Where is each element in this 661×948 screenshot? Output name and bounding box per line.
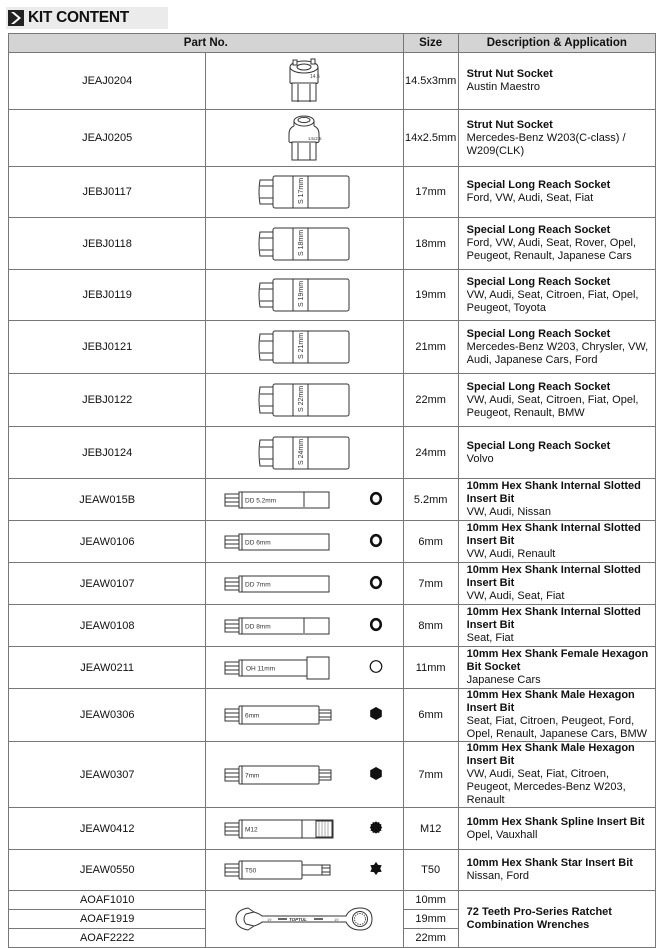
svg-text:14.5: 14.5 xyxy=(310,74,321,80)
part-number: JEAW015B xyxy=(9,479,206,521)
thick-ring-icon xyxy=(369,491,383,508)
strut-nut-socket-pin-image xyxy=(284,112,324,164)
table-row xyxy=(9,742,656,808)
description-title: Special Long Reach Socket xyxy=(466,380,611,393)
size-value: 22mm xyxy=(403,929,458,948)
slotted-bit-image xyxy=(224,490,330,510)
svg-text:7mm: 7mm xyxy=(245,772,260,779)
svg-text:19: 19 xyxy=(267,917,272,922)
product-image-cell xyxy=(206,521,403,563)
column-header-description: Description & Application xyxy=(458,34,655,53)
description-title: 10mm Hex Shank Internal Slotted Insert Bit xyxy=(466,564,641,589)
table-row xyxy=(9,647,656,689)
svg-text:M12: M12 xyxy=(245,826,258,833)
product-image-cell xyxy=(206,321,403,374)
product-image-cell xyxy=(206,808,403,850)
kit-content-table xyxy=(8,33,656,948)
part-number: JEAW0550 xyxy=(9,850,206,891)
product-image-cell xyxy=(206,563,403,605)
star-icon xyxy=(369,862,383,879)
table-row xyxy=(9,321,656,374)
size-value: T50 xyxy=(403,850,458,891)
description-title: 10mm Hex Shank Spline Insert Bit xyxy=(466,815,645,828)
description-title: 10mm Hex Shank Female Hexagon Bit Socket xyxy=(466,648,649,673)
part-number: JEAW0307 xyxy=(9,742,206,808)
chevron-right-icon xyxy=(8,10,24,26)
application-text: Seat, Fiat xyxy=(466,632,514,644)
description-cell xyxy=(458,647,655,689)
part-number: JEBJ0118 xyxy=(9,218,206,270)
spline-icon xyxy=(369,820,383,837)
column-header-size: Size xyxy=(403,34,458,53)
part-number: JEAW0108 xyxy=(9,605,206,647)
thin-ring-icon xyxy=(369,659,383,676)
application-text: VW, Audi, Seat, Fiat xyxy=(466,590,565,602)
svg-text:DD 8mm: DD 8mm xyxy=(245,623,271,630)
svg-text:T50: T50 xyxy=(245,867,257,875)
product-image-cell xyxy=(206,479,403,521)
long-reach-socket-image xyxy=(258,382,350,418)
application-text: VW, Audi, Renault xyxy=(466,548,556,560)
description-cell xyxy=(458,850,655,891)
product-image-cell xyxy=(206,167,403,218)
part-number: AOAF1010 xyxy=(9,891,206,910)
svg-text:S 22mm: S 22mm xyxy=(298,385,306,412)
description-cell xyxy=(458,218,655,270)
description-title: Special Long Reach Socket xyxy=(466,224,611,236)
size-value: 24mm xyxy=(403,427,458,479)
description-cell xyxy=(458,427,655,479)
size-value: 19mm xyxy=(403,910,458,929)
part-number: JEAW0306 xyxy=(9,689,206,742)
application-text: VW, Audi, Seat, Citroen, Fiat, Opel, Peugeot, Renault, BMW xyxy=(466,393,639,419)
description-cell xyxy=(458,53,655,110)
description-cell xyxy=(458,808,655,850)
description-title: 10mm Hex Shank Internal Slotted Insert Bit xyxy=(466,522,641,547)
long-reach-socket-image xyxy=(258,277,350,313)
svg-text:DD 7mm: DD 7mm xyxy=(245,581,271,588)
column-header-part-no: Part No. xyxy=(9,34,404,53)
svg-text:S 21mm: S 21mm xyxy=(298,332,306,359)
part-number: JEBJ0121 xyxy=(9,321,206,374)
description-cell xyxy=(458,167,655,218)
description-cell xyxy=(458,110,655,167)
application-text: Mercedes-Benz W203, Chrysler, VW, Audi, Japanese Cars, Ford xyxy=(466,340,649,366)
application-text: Austin Maestro xyxy=(466,81,541,93)
description-cell xyxy=(458,479,655,521)
description-cell xyxy=(458,891,655,948)
part-number: JEBJ0119 xyxy=(9,270,206,321)
product-image-cell xyxy=(206,891,403,948)
description-title: Strut Nut Socket xyxy=(466,118,553,131)
product-image-cell xyxy=(206,374,403,427)
application-text: VW, Audi, Nissan xyxy=(466,506,552,518)
svg-text:S 18mm: S 18mm xyxy=(298,229,306,256)
svg-text:S 24mm: S 24mm xyxy=(298,438,306,465)
table-row xyxy=(9,270,656,321)
size-value: 11mm xyxy=(403,647,458,689)
svg-text:19: 19 xyxy=(334,917,339,922)
slotted-bit-image xyxy=(224,574,330,594)
table-row xyxy=(9,53,656,110)
female-hex-bit-image xyxy=(224,656,330,680)
size-value: 18mm xyxy=(403,218,458,270)
description-cell xyxy=(458,742,655,808)
product-image-cell xyxy=(206,427,403,479)
long-reach-socket-image xyxy=(258,226,350,262)
size-value: 6mm xyxy=(403,521,458,563)
description-title: 10mm Hex Shank Internal Slotted Insert Bit xyxy=(466,606,641,631)
svg-text:DD 5.2mm: DD 5.2mm xyxy=(245,497,277,504)
description-cell xyxy=(458,563,655,605)
male-hex-bit-image xyxy=(224,764,334,786)
application-text: VW, Audi, Seat, Citroen, Fiat, Opel, Peugeot, Toyota xyxy=(466,288,639,314)
size-value: 19mm xyxy=(403,270,458,321)
product-image-cell xyxy=(206,647,403,689)
application-text: VW, Audi, Seat, Fiat, Citroen, Peugeot, Mercedes-Benz W203, Renault xyxy=(466,768,626,806)
part-number: JEAJ0204 xyxy=(9,53,206,110)
spline-bit-image xyxy=(224,818,334,840)
svg-text:6mm: 6mm xyxy=(245,712,260,720)
wrench-brand: TOPTUL xyxy=(289,917,308,923)
table-row xyxy=(9,218,656,270)
application-text: Japanese Cars xyxy=(466,674,541,686)
application-text: Mercedes-Benz W203(C-class) / W209(CLK) xyxy=(466,131,626,157)
table-row xyxy=(9,521,656,563)
table-row xyxy=(9,427,656,479)
svg-text:14x2.5: 14x2.5 xyxy=(308,136,322,141)
size-value: 7mm xyxy=(403,742,458,808)
part-number: JEBJ0117 xyxy=(9,167,206,218)
product-image-cell xyxy=(206,742,403,808)
description-title: Special Long Reach Socket xyxy=(466,439,611,452)
size-value: 22mm xyxy=(403,374,458,427)
description-cell xyxy=(458,689,655,742)
long-reach-socket-image xyxy=(258,174,350,210)
part-number: JEBJ0124 xyxy=(9,427,206,479)
table-row xyxy=(9,689,656,742)
svg-text:S 17mm: S 17mm xyxy=(298,177,306,204)
description-cell xyxy=(458,321,655,374)
strut-nut-socket-slotted-image xyxy=(284,56,324,106)
table-row xyxy=(9,374,656,427)
size-value: 5.2mm xyxy=(403,479,458,521)
part-number: JEAW0107 xyxy=(9,563,206,605)
table-row xyxy=(9,110,656,167)
thick-ring-icon xyxy=(369,617,383,634)
svg-text:S 19mm: S 19mm xyxy=(298,280,306,307)
product-image-cell xyxy=(206,110,403,167)
application-text: Seat, Fiat, Citroen, Peugeot, Ford, Opel, Renault, Japanese Cars, BMW xyxy=(466,715,648,740)
product-image-cell xyxy=(206,605,403,647)
table-row xyxy=(9,808,656,850)
table-row xyxy=(9,605,656,647)
thick-ring-icon xyxy=(369,575,383,592)
part-number: AOAF1919 xyxy=(9,910,206,929)
size-value: 21mm xyxy=(403,321,458,374)
table-row xyxy=(9,479,656,521)
section-header xyxy=(6,7,168,29)
table-row xyxy=(9,167,656,218)
description-cell xyxy=(458,270,655,321)
part-number: JEBJ0122 xyxy=(9,374,206,427)
table-row xyxy=(9,850,656,891)
application-text: Volvo xyxy=(466,452,494,465)
table-row xyxy=(9,891,656,910)
description-title: Special Long Reach Socket xyxy=(466,275,611,288)
application-text: Nissan, Ford xyxy=(466,870,530,882)
product-image-cell xyxy=(206,850,403,891)
size-value: 17mm xyxy=(403,167,458,218)
long-reach-socket-image xyxy=(258,329,350,365)
part-number: AOAF2222 xyxy=(9,929,206,948)
description-title: 10mm Hex Shank Star Insert Bit xyxy=(466,857,633,869)
application-text: Ford, VW, Audi, Seat, Fiat xyxy=(466,192,594,204)
star-bit-image xyxy=(224,859,334,881)
part-number: JEAW0106 xyxy=(9,521,206,563)
part-number: JEAW0412 xyxy=(9,808,206,850)
size-value: 7mm xyxy=(403,563,458,605)
product-image-cell xyxy=(206,270,403,321)
size-value: M12 xyxy=(403,808,458,850)
size-value: 14.5x3mm xyxy=(403,53,458,110)
svg-text:DD 6mm: DD 6mm xyxy=(245,539,271,546)
product-image-cell xyxy=(206,53,403,110)
size-value: 6mm xyxy=(403,689,458,742)
section-title: KIT CONTENT xyxy=(28,9,129,26)
long-reach-socket-image xyxy=(258,435,350,471)
hexagon-icon xyxy=(369,766,383,783)
description-cell xyxy=(458,374,655,427)
hexagon-icon xyxy=(369,707,383,724)
description-title: 10mm Hex Shank Male Hexagon Insert Bit xyxy=(466,742,635,767)
ratchet-combination-wrench-image xyxy=(234,902,374,936)
size-value: 14x2.5mm xyxy=(403,110,458,167)
slotted-bit-image xyxy=(224,616,330,636)
description-title: Special Long Reach Socket xyxy=(466,327,611,340)
application-text: Opel, Vauxhall xyxy=(466,828,538,841)
application-text: Ford, VW, Audi, Seat, Rover, Opel, Peugeot, Renault, Japanese Cars xyxy=(466,237,637,262)
table-row xyxy=(9,563,656,605)
part-number: JEAW0211 xyxy=(9,647,206,689)
description-title: 72 Teeth Pro-Series Ratchet Combination Wrenches xyxy=(466,906,612,931)
slotted-bit-image xyxy=(224,532,330,552)
description-cell xyxy=(458,521,655,563)
size-value: 10mm xyxy=(403,891,458,910)
product-image-cell xyxy=(206,689,403,742)
description-title: 10mm Hex Shank Internal Slotted Insert Bit xyxy=(466,480,641,505)
svg-text:OH 11mm: OH 11mm xyxy=(246,665,276,672)
description-cell xyxy=(458,605,655,647)
table-header-row xyxy=(9,34,656,53)
description-title: Strut Nut Socket xyxy=(466,68,553,80)
male-hex-bit-image xyxy=(224,704,334,726)
thick-ring-icon xyxy=(369,533,383,550)
size-value: 8mm xyxy=(403,605,458,647)
description-title: Special Long Reach Socket xyxy=(466,179,611,191)
part-number: JEAJ0205 xyxy=(9,110,206,167)
description-title: 10mm Hex Shank Male Hexagon Insert Bit xyxy=(466,689,635,714)
product-image-cell xyxy=(206,218,403,270)
